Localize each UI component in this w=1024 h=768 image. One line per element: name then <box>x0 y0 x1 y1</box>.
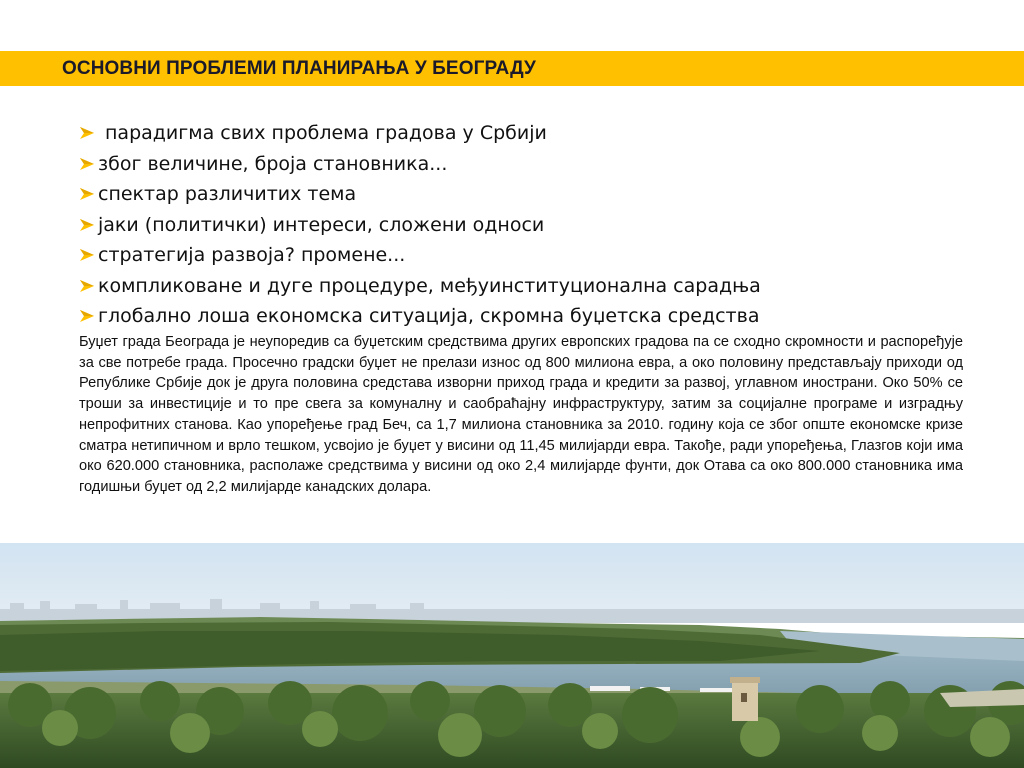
arrow-bullet-icon <box>79 278 95 294</box>
bullet-label: компликоване и дуге процедуре, међуинституционална сарадња <box>98 274 761 297</box>
arrow-bullet-icon <box>79 308 95 324</box>
bullet-label: глобално лоша економска ситуација, скромна буџетска средства <box>98 305 760 328</box>
bullet-label: због величине, броја становника... <box>98 152 448 175</box>
bullet-item <box>79 149 761 180</box>
bullet-item <box>79 240 761 271</box>
belgrade-river-photo <box>0 543 1024 768</box>
slide-title: ОСНОВНИ ПРОБЛЕМИ ПЛАНИРАЊА У БЕОГРАДУ <box>62 58 536 79</box>
bullet-label: стратегија развоја? промене... <box>98 244 406 267</box>
arrow-bullet-icon <box>79 217 95 233</box>
bullet-label: парадигма свих проблема градова у Србији <box>105 122 547 145</box>
arrow-bullet-icon <box>79 186 95 202</box>
bullet-label: спектар различитих тема <box>98 183 357 206</box>
bullet-item <box>79 179 761 210</box>
bullet-label: јаки (политички) интереси, сложени односи <box>98 213 545 236</box>
bullet-list <box>79 118 761 332</box>
budget-paragraph: Буџет града Београда је неупоредив са буџетским средствима других европских градова па се сходно скромности и распоређује за све потребе града. Просечно градски буџет не прелази износ од 800 милиона евра, а око половину представљају приходи од Републике Србије док је друга половина средстава изворни приход града и кредити за развој, углавном инострани. Око 50% се троши за инвестиције и то пре свега за комуналну и саобраћајну инфраструктуру, затим за социјалне програме и изградњу непрофитних станова. Као упоређење град Беч, са 1,7 милиона становника за 2010. годину која се због опште економске кризе сматра нетипичном и врло тешком, усвојио је буџет у висини од 11,45 милијарди евра. Такође, ради упоређења, Глазгов који има око 620.000 становника, располаже средствима у висини од око 2,4 милијарде фунти, док Отава са око 800.000 становника има годишњи буџет од 2,2 милијарде канадских долара. <box>79 334 963 495</box>
bullet-item <box>79 118 761 149</box>
arrow-bullet-icon <box>79 156 95 172</box>
arrow-bullet-icon <box>79 125 95 141</box>
bullet-item <box>79 301 761 332</box>
bullet-item <box>79 210 761 241</box>
bullet-item <box>79 271 761 302</box>
arrow-bullet-icon <box>79 247 95 263</box>
